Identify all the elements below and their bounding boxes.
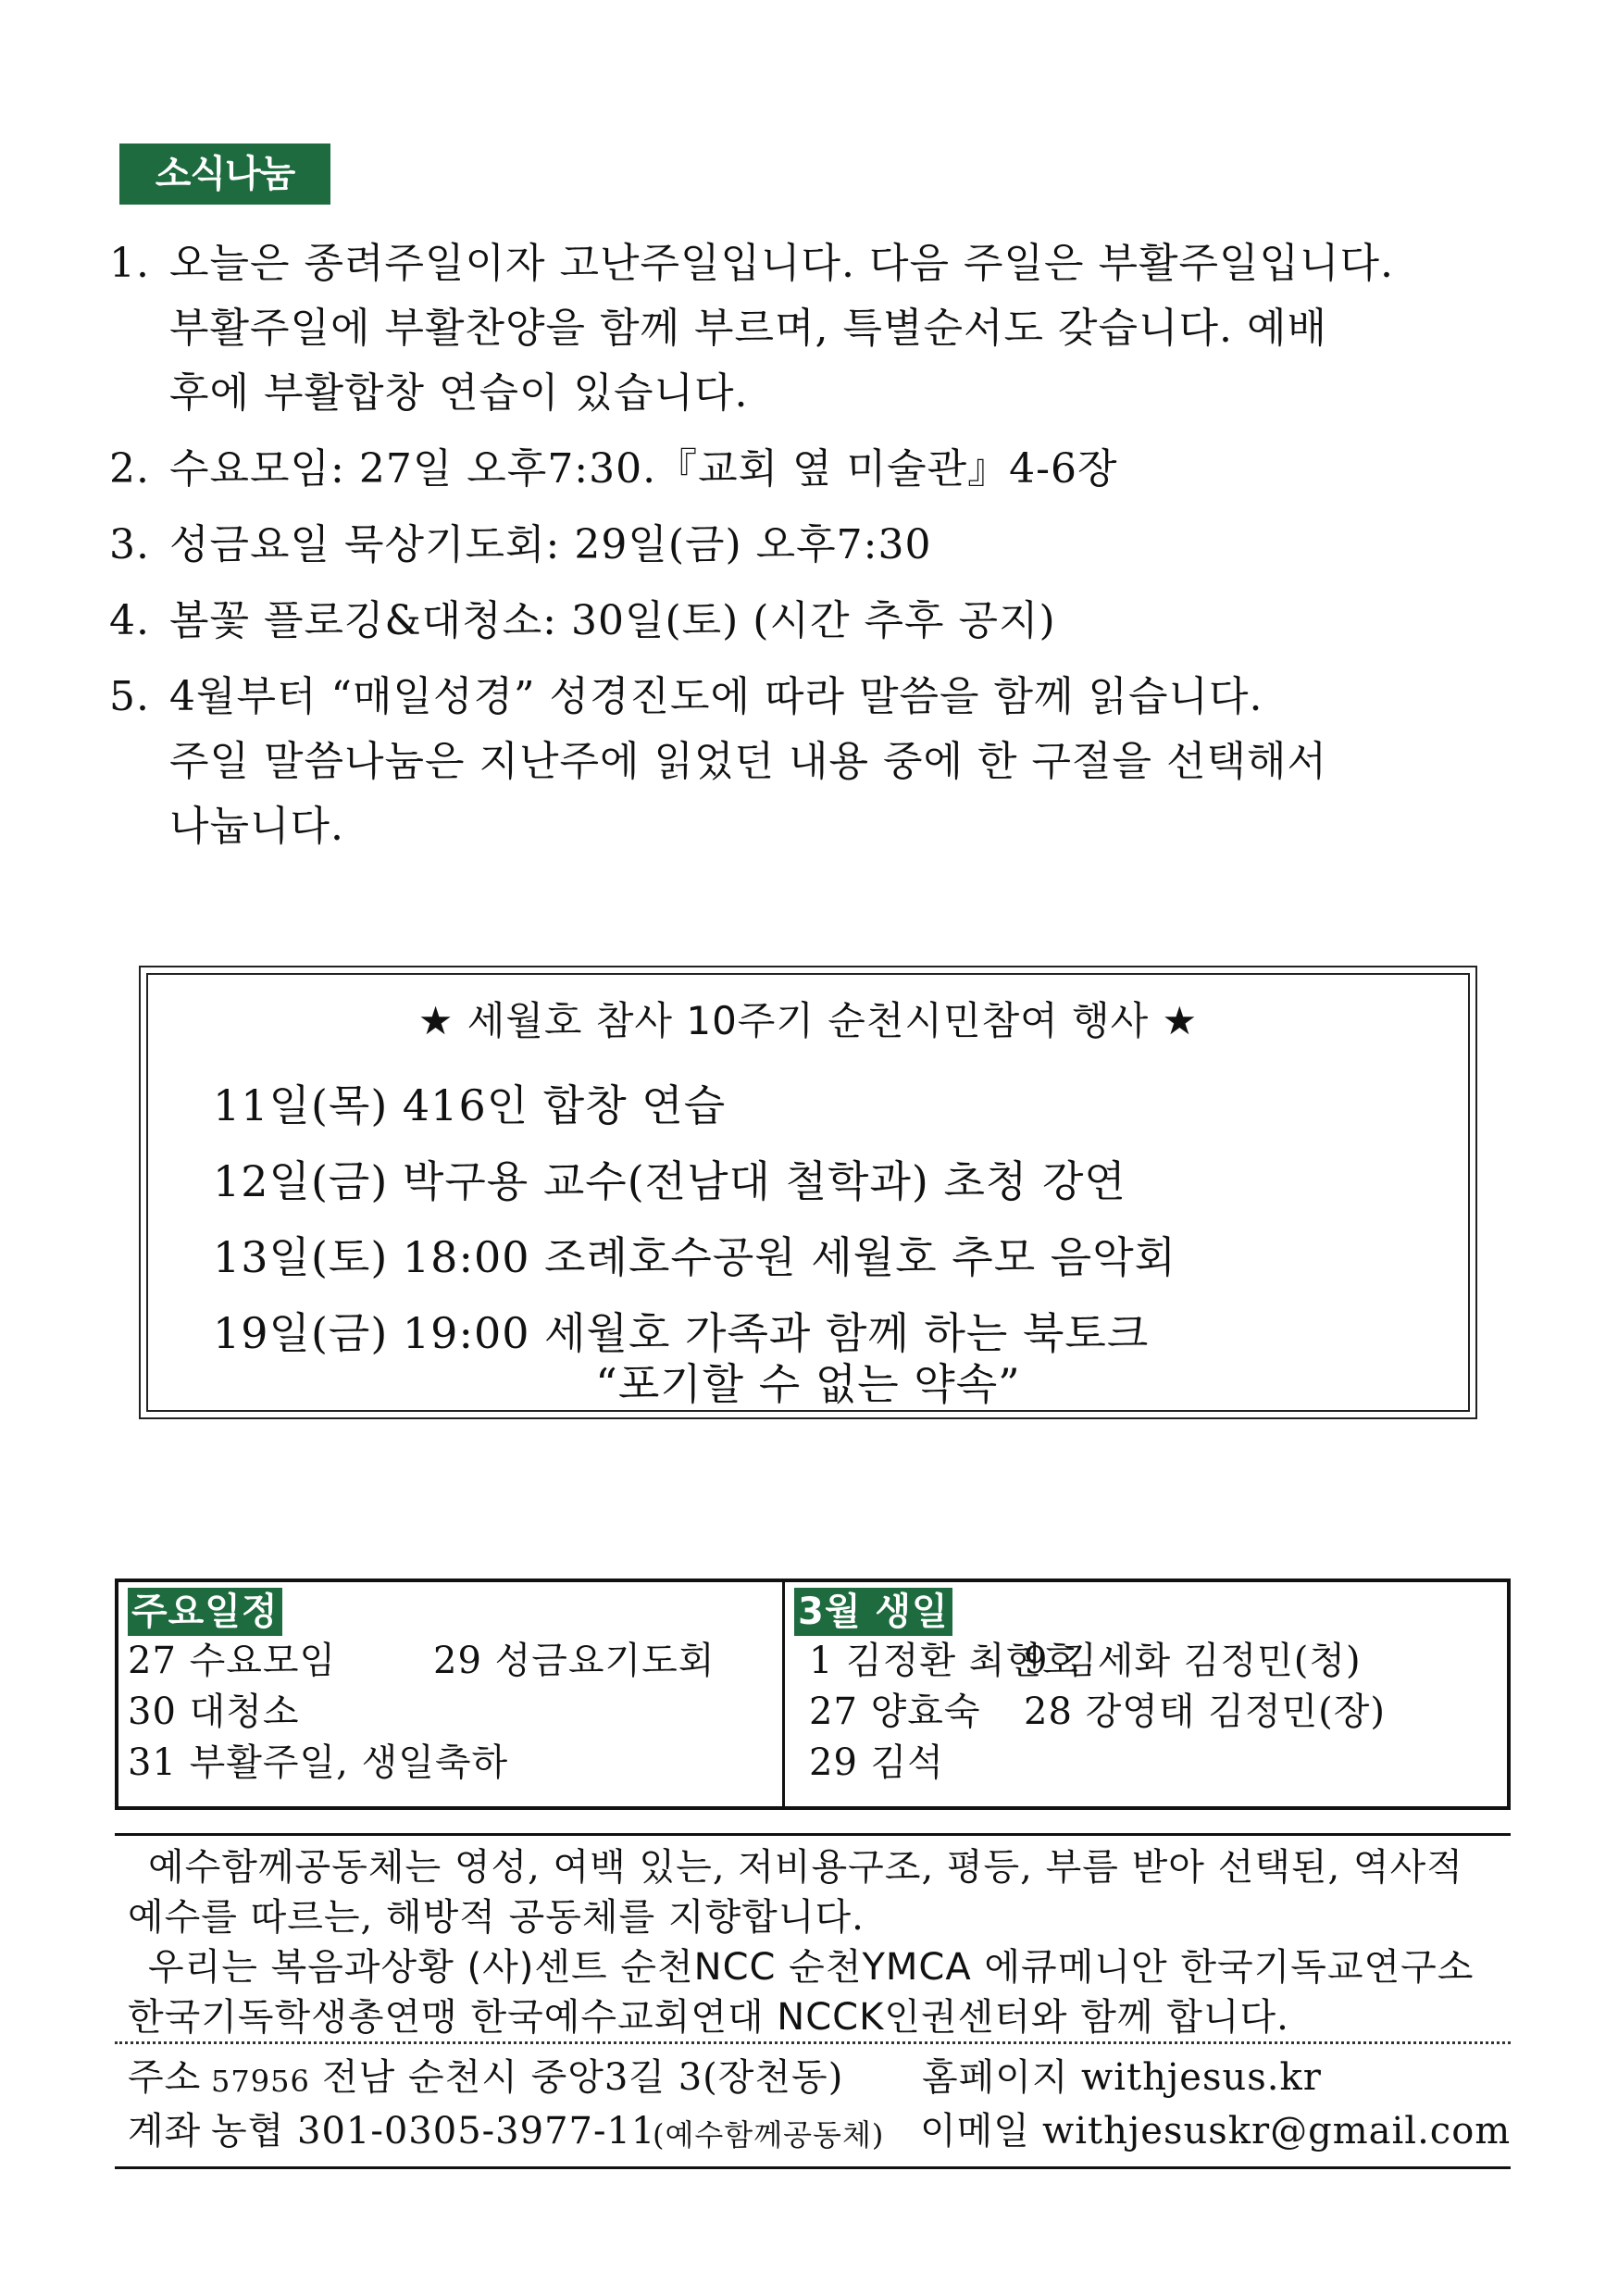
birthday-row <box>794 1738 1498 1789</box>
address: 전남 순천시 중앙3길 3(장천동) <box>322 2056 844 2099</box>
event-item: 13일(토) 18:00 조례호수공원 세월호 추모 음악회 <box>213 1232 1177 1282</box>
birthday-entry: 27 양효숙 <box>809 1691 981 1733</box>
postcode: 57956 <box>211 2064 310 2099</box>
news-item-line: 4월부터 “매일성경” 성경진도에 따라 말씀을 함께 읽습니다. <box>169 673 1263 720</box>
partner-list: 한국기독학생총연맹 한국예수교회연대 NCCK인권센터 <box>128 1996 1031 2039</box>
event-item: 12일(금) 박구용 교수(전남대 철학과) 초청 강연 <box>213 1156 1126 1206</box>
schedule-entry: 31 부활주일, 생일축하 <box>128 1741 509 1784</box>
partners-tail: 와 함께 합니다. <box>1030 1996 1289 2039</box>
news-item-line: 나눕니다. <box>169 803 345 850</box>
birthday-column <box>794 1588 1498 1789</box>
address-label: 주소 <box>128 2056 202 2099</box>
mission-line: 예수함께공동체는 영성, 여백 있는, 저비용구조, 평등, 부름 받아 선택된, 역사적 <box>148 1846 1463 1889</box>
schedule-heading: 주요일정 <box>128 1588 282 1636</box>
table-divider <box>782 1582 785 1806</box>
news-item-number: 3. <box>109 521 150 568</box>
info-table <box>115 1578 1511 1810</box>
schedule-row <box>128 1636 776 1687</box>
account-label: 계좌 <box>128 2110 202 2152</box>
news-item-number: 5. <box>109 673 150 720</box>
email-link[interactable]: withjesuskr@gmail.com <box>1042 2110 1512 2152</box>
birthday-entry: 1 김정환 최현호 <box>809 1640 1079 1682</box>
birthday-entry: 29 김석 <box>809 1741 944 1784</box>
birthday-rows <box>794 1636 1498 1789</box>
news-item <box>109 589 1535 654</box>
contact-info <box>128 2051 1516 2158</box>
news-item-line: 수요모임: 27일 오후7:30.『교회 옆 미술관』4-6장 <box>169 445 1118 493</box>
account-number: 농협 301-0305-3977-11 <box>211 2110 656 2152</box>
partners-line <box>128 1942 1516 1992</box>
footer-dotted-rule <box>115 2041 1511 2044</box>
schedule-entry: 27 수요모임 <box>128 1640 337 1682</box>
birthday-heading: 3월 생일 <box>794 1588 952 1636</box>
news-item-line: 부활주일에 부활찬양을 함께 부르며, 특별순서도 갖습니다. 예배 <box>169 305 1327 352</box>
news-item-number: 1. <box>109 240 150 287</box>
email-label: 이메일 <box>920 2110 1030 2152</box>
mission-line: 예수를 따르는, 해방적 공동체를 지향합니다. <box>128 1896 865 1939</box>
birthday-entry: 9 김세화 김정민(청) <box>1024 1640 1362 1682</box>
footer-bottom-rule <box>115 2166 1511 2169</box>
account-holder: (예수함께공동체) <box>653 2117 885 2152</box>
mission-statement <box>128 1842 1516 2042</box>
news-item-line: 오늘은 종려주일이자 고난주일입니다. 다음 주일은 부활주일입니다. <box>169 240 1395 287</box>
event-item: 11일(목) 416인 합창 연습 <box>213 1080 727 1130</box>
birthday-row <box>794 1687 1498 1738</box>
event-item: 19일(금) 19:00 세월호 가족과 함께 하는 북토크 <box>213 1308 1150 1358</box>
birthday-entry: 28 강영태 김정민(장) <box>1024 1691 1387 1733</box>
news-section-tag: 소식나눔 <box>119 144 330 205</box>
news-item-line: 주일 말씀나눔은 지난주에 읽었던 내용 중에 한 구절을 선택해서 <box>169 738 1327 785</box>
homepage-link[interactable]: withjesus.kr <box>1081 2056 1322 2099</box>
event-list <box>213 1067 1176 1371</box>
event-box <box>139 966 1477 1419</box>
news-item-line: 봄꽃 플로깅&대청소: 30일(토) (시간 추후 공지) <box>169 597 1056 644</box>
news-item <box>109 437 1535 502</box>
event-subtitle: “포기할 수 없는 약속” <box>595 1359 1021 1409</box>
news-item-line: 후에 부활합창 연습이 있습니다. <box>169 369 749 417</box>
partners-lead: 우리는 <box>148 1946 271 1989</box>
event-title: ★ 세월호 참사 10주기 순천시민참여 행사 ★ <box>417 998 1199 1043</box>
schedule-row <box>128 1738 776 1789</box>
schedule-entry: 29 성금요기도회 <box>433 1640 716 1682</box>
event-box-inner-border <box>146 973 1470 1412</box>
partner-list: 복음과상황 (사)센트 순천NCC 순천YMCA 에큐메니안 한국기독교연구소 <box>270 1946 1475 1989</box>
footer-top-rule <box>115 1833 1511 1836</box>
contact-row-account <box>128 2104 1516 2158</box>
news-item-number: 2. <box>109 445 150 493</box>
schedule-column <box>128 1588 776 1789</box>
schedule-row <box>128 1687 776 1738</box>
schedule-entry: 30 대청소 <box>128 1691 300 1733</box>
news-item-number: 4. <box>109 597 150 644</box>
news-item <box>109 231 1535 426</box>
homepage-label: 홈페이지 <box>922 2056 1069 2099</box>
schedule-rows <box>128 1636 776 1789</box>
birthday-row <box>794 1636 1498 1687</box>
contact-row-address <box>128 2051 1516 2104</box>
news-item <box>109 513 1535 578</box>
news-item-line: 성금요일 묵상기도회: 29일(금) 오후7:30 <box>169 521 932 568</box>
news-item <box>109 665 1535 859</box>
news-list <box>109 231 1535 870</box>
partners-line <box>128 1992 1516 2042</box>
